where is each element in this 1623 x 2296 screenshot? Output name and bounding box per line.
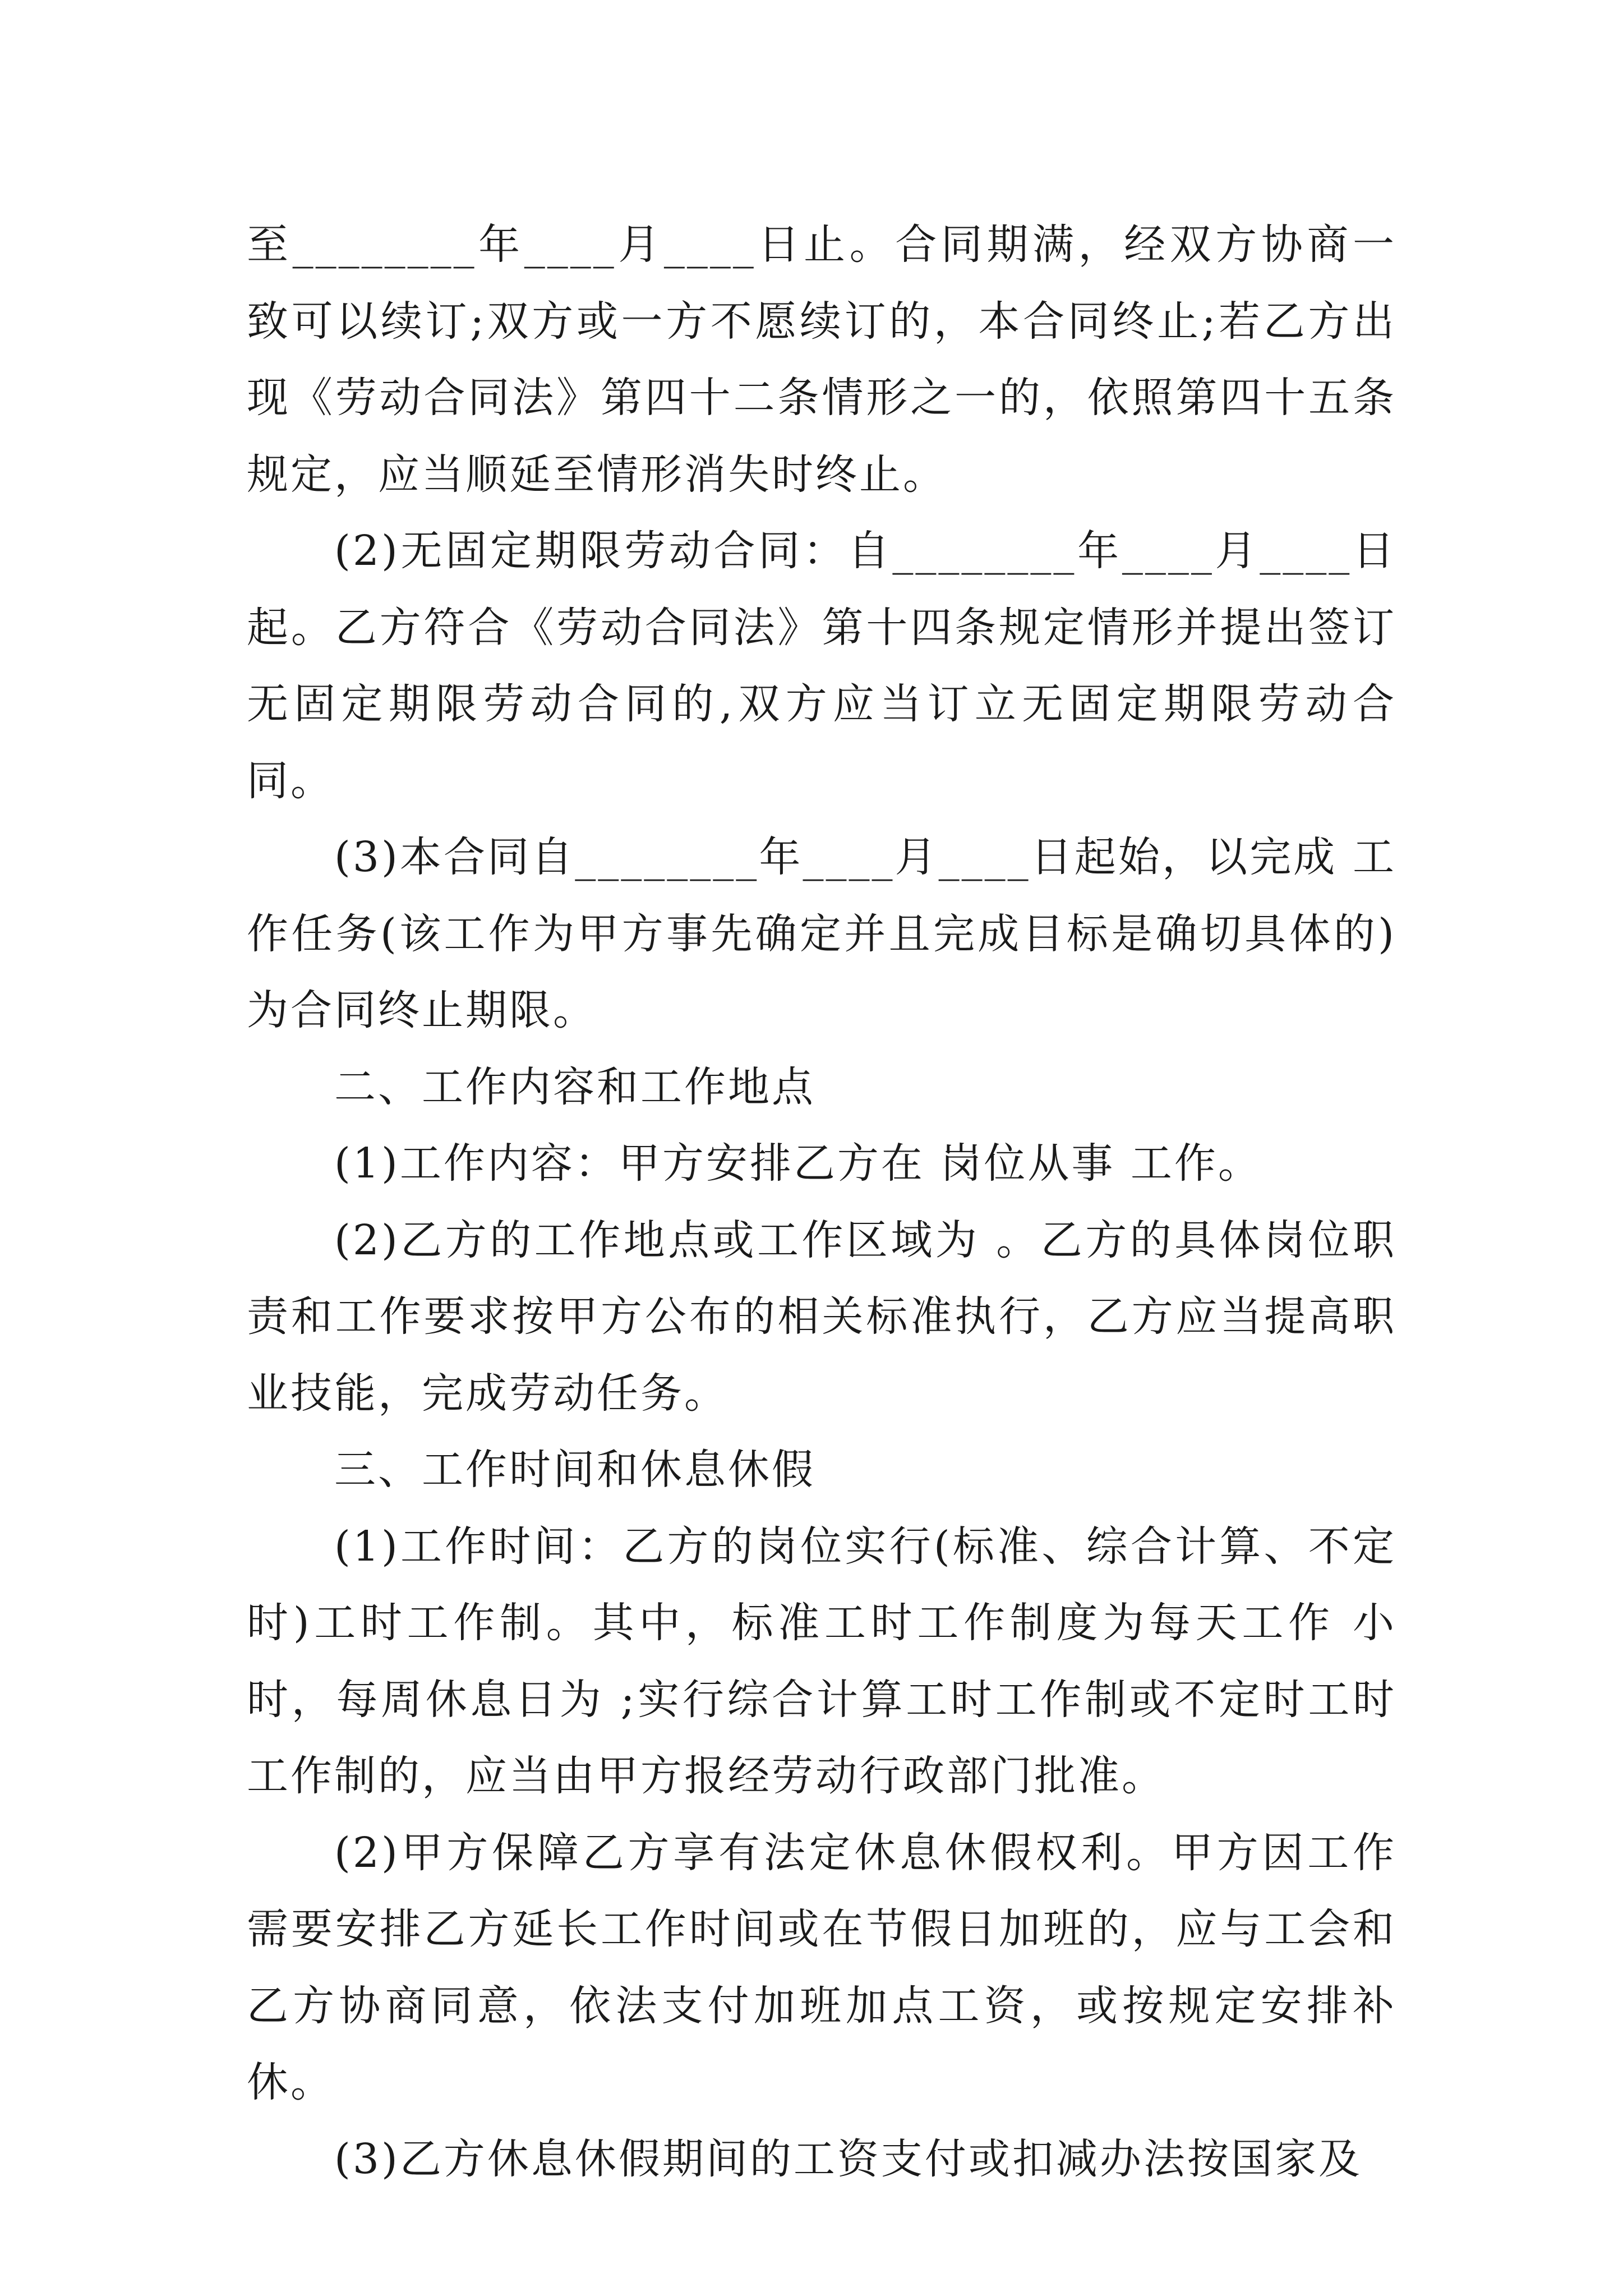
section-heading-work-content: 二、工作内容和工作地点 bbox=[334, 1062, 815, 1111]
document-body bbox=[247, 206, 1396, 2197]
paragraph-task-based-contract: (3)本合同自________年____月____日起始，以完成 工作任务(该工作为甲方事先确定并且完成目标是确切具体的)为合同终止期限。 bbox=[247, 833, 1396, 1034]
paragraph-work-location: (2)乙方的工作地点或工作区域为 。乙方的具体岗位职责和工作要求按甲方公布的相关标准执行，乙方应当提高职业技能，完成劳动任务。 bbox=[247, 1216, 1396, 1418]
section-heading-working-hours: 三、工作时间和休息休假 bbox=[334, 1446, 815, 1494]
paragraph-open-ended-contract: (2)无固定期限劳动合同：自________年____月____日起。乙方符合《劳动合同法》第十四条规定情形并提出签订无固定期限劳动合同的,双方应当订立无固定期限劳动合同。 bbox=[247, 527, 1396, 805]
paragraph-work-content: (1)工作内容：甲方安排乙方在 岗位从事 工作。 bbox=[334, 1139, 1262, 1188]
paragraph-working-hours: (1)工作时间：乙方的岗位实行(标准、综合计算、不定时)工时工作制。其中，标准工时工作制度为每天工作 小时，每周休息日为 ;实行综合计算工时工作制或不定时工时工作制的，应当由甲方报经劳动行政部门批准。 bbox=[247, 1522, 1396, 1800]
paragraph-rest-rights: (2)甲方保障乙方享有法定休息休假权利。甲方因工作需要安排乙方延长工作时间或在节假日加班的，应与工会和乙方协商同意，依法支付加班加点工资，或按规定安排补休。 bbox=[247, 1828, 1396, 2106]
paragraph-leave-wages: (3)乙方休息休假期间的工资支付或扣减办法按国家及 bbox=[334, 2134, 1362, 2183]
paragraph-contract-term-end: 至________年____月____日止。合同期满，经双方协商一致可以续订;双方或一方不愿续订的，本合同终止;若乙方出现《劳动合同法》第四十二条情形之一的，依照第四十五条规定，应当顺延至情形消失时终止。 bbox=[247, 220, 1396, 499]
